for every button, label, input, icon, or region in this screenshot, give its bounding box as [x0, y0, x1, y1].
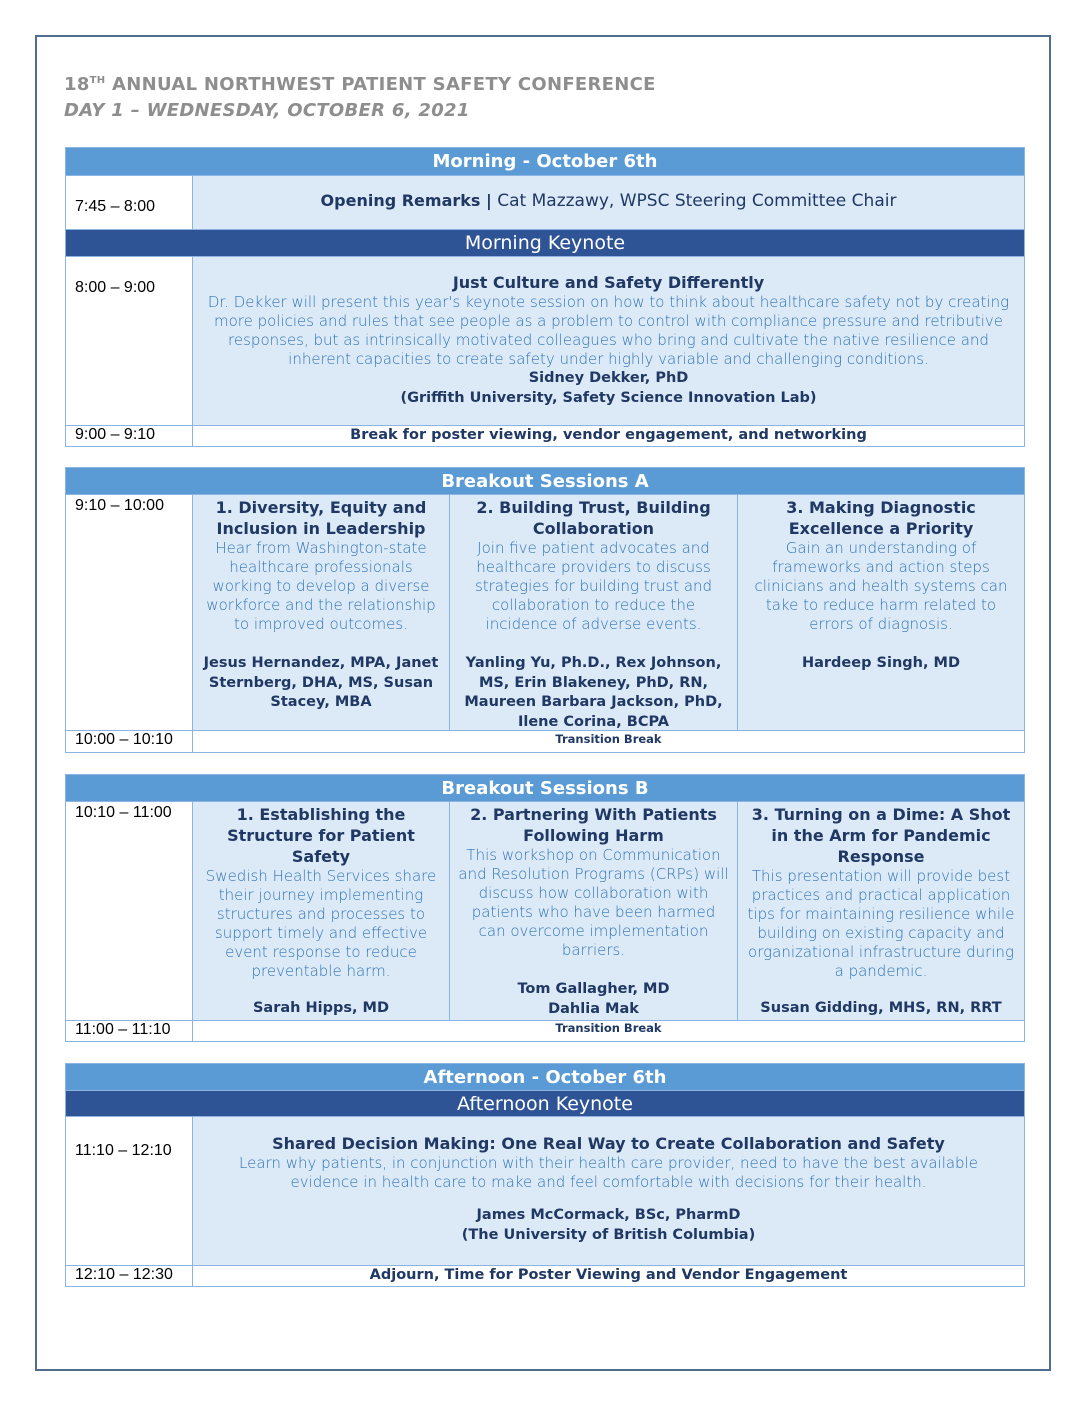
- breakout-b-transition-time: 11:00 – 11:10: [66, 1021, 193, 1041]
- opening-row: [66, 175, 1024, 229]
- morning-header: Morning - October 6th: [66, 148, 1024, 175]
- session-speaker-2: Dahlia Mak: [548, 1000, 639, 1017]
- morning-table: [65, 147, 1025, 447]
- afternoon-keynote-speaker: James McCormack, BSc, PharmD: [476, 1207, 741, 1223]
- session-speakers: Hardeep Singh, MD: [801, 655, 960, 671]
- session-title: 1. Diversity, Equity and Inclusion in Leadership: [215, 498, 427, 538]
- adjourn-label: Adjourn, Time for Poster Viewing and Vendor Engagement: [193, 1266, 1024, 1286]
- morning-keynote-header: Morning Keynote: [66, 229, 1024, 256]
- session-speaker-1: Susan Gidding, MHS, RN, RRT: [760, 1000, 1002, 1016]
- morning-keynote-time: 8:00 – 9:00: [66, 257, 193, 425]
- session-description: Gain an understanding of frameworks and action steps clinicians and health systems can take to reduce harm related to errors of diagnosis.: [754, 539, 1008, 633]
- morning-keynote-title: Just Culture and Safety Differently: [452, 273, 765, 292]
- morning-break-row: [66, 425, 1024, 446]
- opening-title: Opening Remarks |: [320, 191, 492, 210]
- breakout-b-session-2: [449, 802, 737, 1020]
- opening-speaker: Cat Mazzawy, WPSC Steering Committee Chair: [491, 191, 897, 211]
- breakout-b-transition-row: [66, 1020, 1024, 1041]
- session-description: Swedish Health Services share their journey implementing structures and processes to support timely and effective event response to reduce preventable harm.: [205, 867, 437, 980]
- afternoon-keynote-title: Shared Decision Making: One Real Way to Create Collaboration and Safety: [272, 1134, 945, 1153]
- afternoon-table: [65, 1063, 1025, 1287]
- conference-title: 18TH ANNUAL NORTHWEST PATIENT SAFETY CONFERENCE: [64, 74, 656, 95]
- breakout-a-transition-row: [66, 730, 1024, 752]
- morning-keynote-speaker: Sidney Dekker, PhD: [528, 370, 689, 386]
- morning-keynote-affiliation: (Griffith University, Safety Science Innovation Lab): [400, 389, 817, 406]
- session-description: Join five patient advocates and healthcare providers to discuss strategies for building trust and collaboration to reduce the incidence of adverse events.: [474, 539, 713, 633]
- afternoon-keynote-header: Afternoon Keynote: [66, 1090, 1024, 1116]
- breakout-a-header: Breakout Sessions A: [66, 468, 1024, 494]
- morning-keynote-row: [66, 256, 1024, 425]
- breakout-a-transition-time: 10:00 – 10:10: [66, 731, 193, 752]
- breakout-b-header: Breakout Sessions B: [66, 775, 1024, 801]
- session-title: 1. Establishing the Structure for Patient Safety: [227, 805, 415, 866]
- breakout-b-time: 10:10 – 11:00: [66, 802, 193, 1020]
- breakout-b-session-1: [193, 802, 449, 1020]
- breakout-b-table: [65, 774, 1025, 1042]
- session-speaker-1: Sarah Hipps, MD: [252, 1000, 390, 1016]
- breakout-a-row: [66, 494, 1024, 730]
- morning-break-label: Break for poster viewing, vendor engagement, and networking: [193, 426, 1024, 446]
- afternoon-header: Afternoon - October 6th: [66, 1064, 1024, 1090]
- breakout-b-row: [66, 801, 1024, 1020]
- breakout-a-table: [65, 467, 1025, 753]
- session-description: This workshop on Communication and Resolution Programs (CRPs) will discuss how collaboration with patients who have been harmed can overcome implementation barriers.: [458, 846, 729, 959]
- breakout-b-transition-label: Transition Break: [193, 1021, 1024, 1041]
- session-title: 2. Partnering With Patients Following Harm: [470, 805, 717, 845]
- afternoon-keynote-description: Learn why patients, in conjunction with their health care provider, need to have the best available evidence in health care to make and feel comfortable with decisions for their health.: [239, 1154, 978, 1191]
- session-title: 2. Building Trust, Building Collaboration: [476, 498, 711, 538]
- opening-cell: [193, 176, 1024, 229]
- morning-keynote-cell: [193, 257, 1024, 425]
- morning-keynote-description: Dr. Dekker will present this year's keynote session on how to think about healthcare safety not by creating more policies and rules that see people as a problem to control with compliance pressure and retributive responses, but as intrinsically motivated colleagues who bring and cultivate the native resilience and inherent capacities to create safety under highly variable and challenging conditions.: [207, 293, 1010, 368]
- afternoon-keynote-time: 11:10 – 12:10: [66, 1117, 193, 1265]
- opening-time: 7:45 – 8:00: [66, 176, 193, 229]
- adjourn-time: 12:10 – 12:30: [66, 1266, 193, 1286]
- afternoon-keynote-affiliation: (The University of British Columbia): [461, 1226, 756, 1243]
- session-title: 3. Turning on a Dime: A Shot in the Arm for Pandemic Response: [751, 805, 1011, 866]
- session-description: This presentation will provide best practices and practical application tips for maintaining resilience while building on existing capacity and organizational infrastructure during a pandemic.: [747, 867, 1015, 980]
- morning-break-time: 9:00 – 9:10: [66, 426, 193, 446]
- session-description: Hear from Washington-state healthcare professionals working to develop a diverse workforce and the relationship to improved outcomes.: [206, 539, 436, 633]
- afternoon-keynote-row: [66, 1116, 1024, 1265]
- breakout-a-session-3: [737, 495, 1024, 730]
- session-speakers: Jesus Hernandez, MPA, Janet Sternberg, DHA, MS, Susan Stacey, MBA: [203, 655, 439, 710]
- breakout-a-session-1: [193, 495, 449, 730]
- breakout-a-transition-label: Transition Break: [193, 731, 1024, 752]
- adjourn-row: [66, 1265, 1024, 1286]
- breakout-b-session-3: [737, 802, 1024, 1020]
- breakout-a-time: 9:10 – 10:00: [66, 495, 193, 730]
- day-heading: DAY 1 – WEDNESDAY, OCTOBER 6, 2021: [64, 100, 470, 121]
- breakout-a-session-2: [449, 495, 737, 730]
- session-speaker-1: Tom Gallagher, MD: [517, 981, 670, 997]
- afternoon-keynote-cell: [193, 1117, 1024, 1265]
- session-speakers: Yanling Yu, Ph.D., Rex Johnson, MS, Erin Blakeney, PhD, RN, Maureen Barbara Jackson, PhD, Ilene Corina, BCPA: [464, 655, 723, 730]
- session-title: 3. Making Diagnostic Excellence a Priority: [786, 498, 976, 538]
